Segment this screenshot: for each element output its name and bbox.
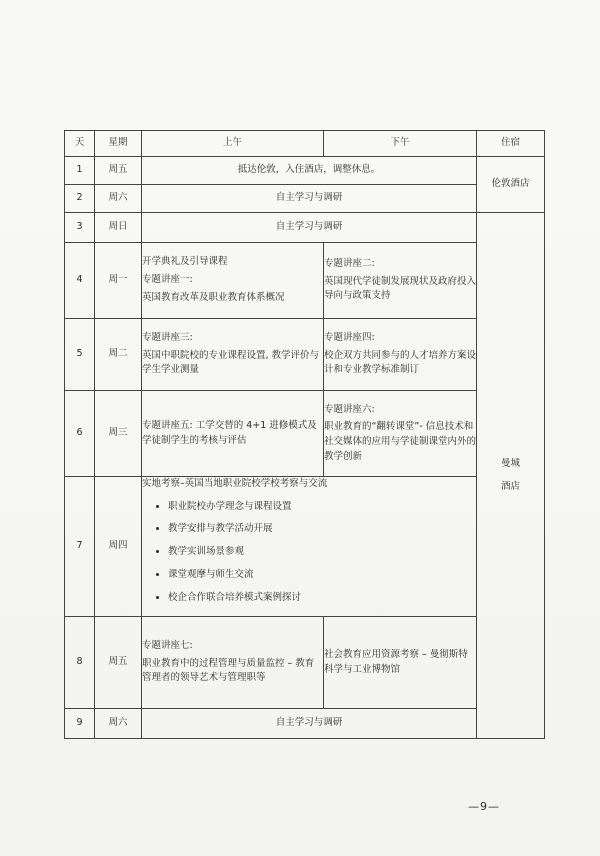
day-number: 3 xyxy=(65,213,95,243)
weekday: 周六 xyxy=(95,709,142,739)
weekday: 周一 xyxy=(95,243,142,319)
afternoon-line: 英国现代学徒制发展现状及政府投入导向与政策支持 xyxy=(324,275,477,302)
list-item: • 教学安排与教学活动开展 xyxy=(168,522,476,537)
stay-manchester-line1: 曼城 xyxy=(500,457,520,469)
table-row xyxy=(65,617,545,709)
morning-cell xyxy=(142,391,324,477)
full-day-activity: 自主学习与调研 xyxy=(142,709,477,739)
morning-line: 开学典礼及引导课程 xyxy=(142,256,228,268)
list-item: • 教学实训场景参观 xyxy=(168,545,476,560)
afternoon-line: 社会教育应用资源考察 – 曼彻斯特科学与工业博物馆 xyxy=(324,648,468,675)
morning-line: 专题讲座三: xyxy=(142,331,193,343)
header-morning: 上午 xyxy=(142,131,324,157)
table-row xyxy=(65,319,545,391)
table-row xyxy=(65,477,545,617)
site-visit-list xyxy=(142,500,476,606)
afternoon-line: 专题讲座六: xyxy=(324,403,375,415)
afternoon-cell xyxy=(324,617,477,709)
stay-london: 伦敦酒店 xyxy=(477,157,545,213)
site-visit-cell xyxy=(142,477,477,617)
day-number: 8 xyxy=(65,617,95,709)
afternoon-cell xyxy=(324,319,477,391)
table-row xyxy=(65,185,545,213)
table-row xyxy=(65,213,545,243)
afternoon-line: 职业教育的“翻转课堂”- 信息技术和社交媒体的应用与学徒制课堂内外的教学创新 xyxy=(324,421,477,462)
weekday: 周五 xyxy=(95,157,142,185)
table-row xyxy=(65,391,545,477)
weekday: 周五 xyxy=(95,617,142,709)
afternoon-line: 专题讲座四: xyxy=(324,331,375,343)
table-row xyxy=(65,709,545,739)
weekday: 周二 xyxy=(95,319,142,391)
day-number: 6 xyxy=(65,391,95,477)
full-day-activity: 自主学习与调研 xyxy=(142,213,477,243)
stay-manchester xyxy=(477,213,545,739)
table-row xyxy=(65,157,545,185)
table-header-row xyxy=(65,131,545,157)
day-number: 7 xyxy=(65,477,95,617)
full-day-activity: 自主学习与调研 xyxy=(142,185,477,213)
morning-line: 专题讲座五: 工学交替的 4+1 进修模式及学徒制学生的考核与评估 xyxy=(142,419,317,446)
schedule-table xyxy=(64,130,545,739)
list-item: • 课堂观摩与师生交流 xyxy=(168,568,476,583)
site-visit-title: 实地考察–英国当地职业院校学校考察与交流 xyxy=(142,478,328,489)
list-item: • 职业院校办学理念与课程设置 xyxy=(168,500,476,515)
weekday: 周四 xyxy=(95,477,142,617)
morning-line: 英国教育改革及职业教育体系概况 xyxy=(142,291,285,303)
morning-line: 专题讲座一: xyxy=(142,274,193,286)
table-row xyxy=(65,243,545,319)
afternoon-line: 专题讲座二: xyxy=(324,257,375,269)
afternoon-line: 校企双方共同参与的人才培养方案设计和专业教学标准制订 xyxy=(324,349,477,376)
header-stay: 住宿 xyxy=(477,131,545,157)
morning-cell xyxy=(142,243,324,319)
day-number: 4 xyxy=(65,243,95,319)
afternoon-cell xyxy=(324,391,477,477)
morning-cell xyxy=(142,617,324,709)
day-number: 9 xyxy=(65,709,95,739)
day-number: 2 xyxy=(65,185,95,213)
morning-line: 职业教育中的过程管理与质量监控 – 教育管理者的领导艺术与管理职等 xyxy=(142,657,315,684)
weekday: 周六 xyxy=(95,185,142,213)
day-number: 1 xyxy=(65,157,95,185)
stay-manchester-line2: 酒店 xyxy=(500,480,520,492)
morning-cell xyxy=(142,319,324,391)
weekday: 周三 xyxy=(95,391,142,477)
page-number: —9— xyxy=(468,800,500,813)
header-day: 天 xyxy=(65,131,95,157)
morning-line: 专题讲座七: xyxy=(142,639,193,651)
day-number: 5 xyxy=(65,319,95,391)
afternoon-cell xyxy=(324,243,477,319)
full-day-activity: 抵达伦敦，入住酒店，调整休息。 xyxy=(142,157,477,185)
header-afternoon: 下午 xyxy=(324,131,477,157)
weekday: 周日 xyxy=(95,213,142,243)
list-item: • 校企合作联合培养模式案例探讨 xyxy=(168,591,476,606)
morning-line: 英国中职院校的专业课程设置, 教学评价与学生学业测量 xyxy=(142,349,320,376)
header-weekday: 星期 xyxy=(95,131,142,157)
